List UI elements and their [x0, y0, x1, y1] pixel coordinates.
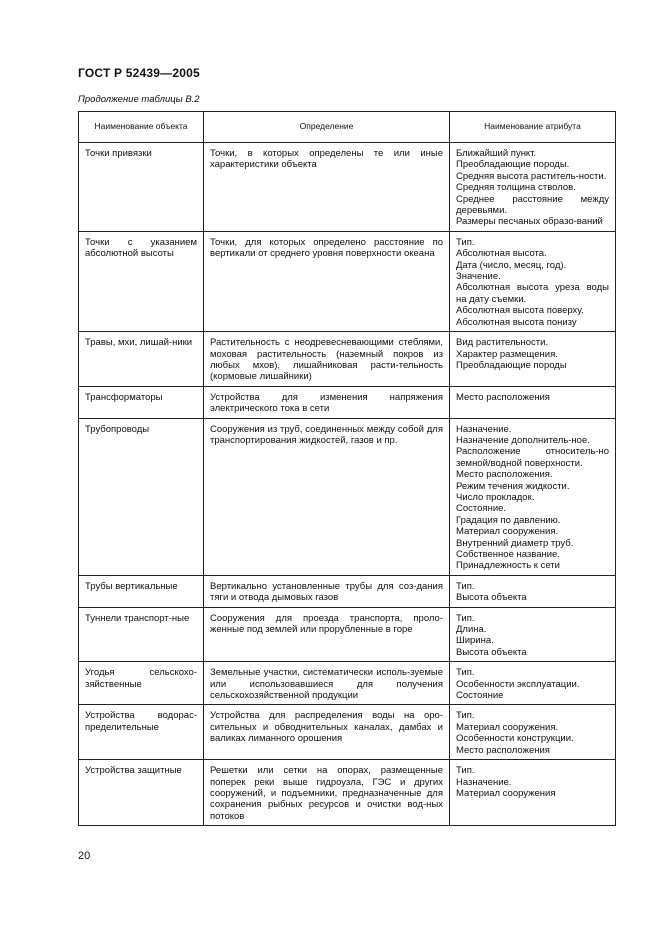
attribute-item: Особенности эксплуатации. [456, 678, 580, 690]
definition-cell: Точки, в которых определены те или иные характеристики объекта [204, 143, 450, 232]
object-name-cell: Угодья сельскохо-зяйственные [79, 662, 204, 705]
table-row [79, 607, 616, 662]
attribute-item: Тип. [456, 612, 475, 624]
attribute-item: Место расположения [456, 391, 550, 403]
attribute-item: Средняя толщина стволов. [456, 182, 576, 194]
attribute-item: Тип. [456, 667, 475, 679]
attribute-item: Число прокладок. [456, 491, 535, 503]
attributes-cell [450, 760, 616, 826]
attributes-cell [450, 231, 616, 331]
definition-cell: Точки, для которых определено расстояние по вертикали от среднего уровня поверхности океана [204, 231, 450, 331]
definition-cell: Сооружения для проезда транспорта, проло-женные под землей или прорубленные в горе [204, 607, 450, 662]
attribute-item: Тип. [456, 710, 475, 722]
table-row [79, 386, 616, 418]
definition-cell: Вертикально установленные трубы для соз-дания тяги и отвода дымовых газов [204, 575, 450, 607]
table-row [79, 418, 616, 575]
object-name-cell: Точки с указанием абсолютной высоты [79, 231, 204, 331]
object-name-cell: Точки привязки [79, 143, 204, 232]
attribute-item: Принадлежность к сети [456, 560, 560, 572]
object-name-cell: Травы, мхи, лишай-ники [79, 332, 204, 387]
attribute-item: Абсолютная высота поверху. [456, 305, 584, 317]
attribute-item: Ближайший пункт. [456, 148, 537, 159]
attribute-item: Тип. [456, 765, 475, 777]
attribute-item: Градация по давлению. [456, 514, 561, 526]
attribute-item: Материал сооружения. [456, 526, 559, 538]
column-header-definition: Определение [204, 112, 450, 143]
attributes-cell [450, 143, 616, 232]
definition-cell: Устройства для распределения воды на оро-сительных и обводнительных каналах, дамбах и валиках лиманного орошения [204, 705, 450, 760]
table-row [79, 705, 616, 760]
attribute-item: Средняя высота раститель-ности. [456, 170, 607, 182]
table-row [79, 760, 616, 826]
table-row [79, 575, 616, 607]
attribute-item: Высота объекта [456, 592, 527, 604]
object-name-cell: Туннели транспорт-ные [79, 607, 204, 662]
attribute-item: Назначение дополнитель-ное. [456, 434, 590, 446]
attribute-item: Тип. [456, 236, 475, 248]
table-row [79, 143, 616, 232]
attribute-item: Место расположения. [456, 469, 553, 481]
attributes-cell [450, 607, 616, 662]
attribute-item: Размеры песчаных образо-ваний [456, 216, 603, 228]
attribute-item: Высота объекта [456, 646, 527, 658]
attributes-cell [450, 705, 616, 760]
attribute-item: Назначение. [456, 776, 512, 788]
attributes-table [78, 111, 616, 826]
definition-cell: Устройства для изменения напряжения электрического тока в сети [204, 386, 450, 418]
table-header-row [79, 112, 616, 143]
attribute-item: Материал сооружения. [456, 721, 559, 733]
attribute-item: Материал сооружения [456, 787, 556, 799]
table-caption: Продолжение таблицы В.2 [78, 94, 200, 105]
attribute-item: Внутренний диаметр труб. [456, 537, 574, 549]
attributes-cell [450, 386, 616, 418]
column-header-object-name: Наименование объекта [79, 112, 204, 143]
attributes-cell [450, 332, 616, 387]
definition-cell: Земельные участки, систематически исполь-зуемые или использовавшиеся для получения сельскохозяйственной продукции [204, 662, 450, 705]
attribute-item: Вид растительности. [456, 337, 549, 349]
object-name-cell: Трубы вертикальные [79, 575, 204, 607]
attribute-item: Тип. [456, 580, 475, 592]
attribute-item: Длина. [456, 624, 487, 636]
object-name-cell: Устройства защитные [79, 760, 204, 826]
attribute-item: Состояние [456, 690, 504, 702]
attribute-item: Значение. [456, 271, 501, 283]
attribute-item: Режим течения жидкости. [456, 480, 570, 492]
object-name-cell: Трансформаторы [79, 386, 204, 418]
attribute-item: Среднее расстояние между деревьями. [456, 193, 609, 217]
document-header: ГОСТ Р 52439—2005 [78, 66, 200, 80]
table-row [79, 662, 616, 705]
attribute-item: Состояние. [456, 503, 507, 515]
page-number: 20 [78, 850, 91, 862]
attribute-item: Место расположения [456, 744, 550, 756]
attribute-item: Расположение относитель-но земной/водной поверхности. [456, 446, 609, 469]
attribute-item: Ширина. [456, 635, 494, 647]
attribute-item: Абсолютная высота уреза воды на дату съемки. [456, 282, 609, 305]
attribute-item: Абсолютная высота. [456, 248, 547, 260]
table-row [79, 332, 616, 387]
attribute-item: Дата (число, месяц, год). [456, 259, 567, 271]
definition-cell: Решетки или сетки на опорах, размещенные поперек реки выше гидроузла, ГЭС и других сооружений, и подъемники, предназначенные для сохранения рыбных ресурсов и очистки вод-ных потоков [204, 760, 450, 826]
definition-cell: Растительность с неодревесневающими стеблями, моховая растительность (наземный покров из любых мхов), лишайниковая расти-тельность (кормовые лишайники) [204, 332, 450, 387]
attributes-cell [450, 662, 616, 705]
table-row [79, 231, 616, 331]
attribute-item: Особенности конструкции. [456, 733, 574, 745]
object-name-cell: Трубопроводы [79, 418, 204, 575]
definition-cell: Сооружения из труб, соединенных между собой для транспортирования жидкостей, газов и пр. [204, 418, 450, 575]
column-header-attribute-name: Наименование атрибута [450, 112, 616, 143]
attribute-item: Назначение. [456, 423, 512, 435]
attribute-item: Абсолютная высота понизу [456, 316, 577, 328]
attribute-item: Преобладающие породы [456, 359, 567, 371]
attribute-item: Преобладающие породы. [456, 159, 570, 171]
attributes-cell [450, 575, 616, 607]
object-name-cell: Устройства водорас-пределительные [79, 705, 204, 760]
attributes-cell [450, 418, 616, 575]
attribute-item: Собственное название. [456, 549, 560, 560]
attribute-item: Характер размещения. [456, 348, 558, 360]
